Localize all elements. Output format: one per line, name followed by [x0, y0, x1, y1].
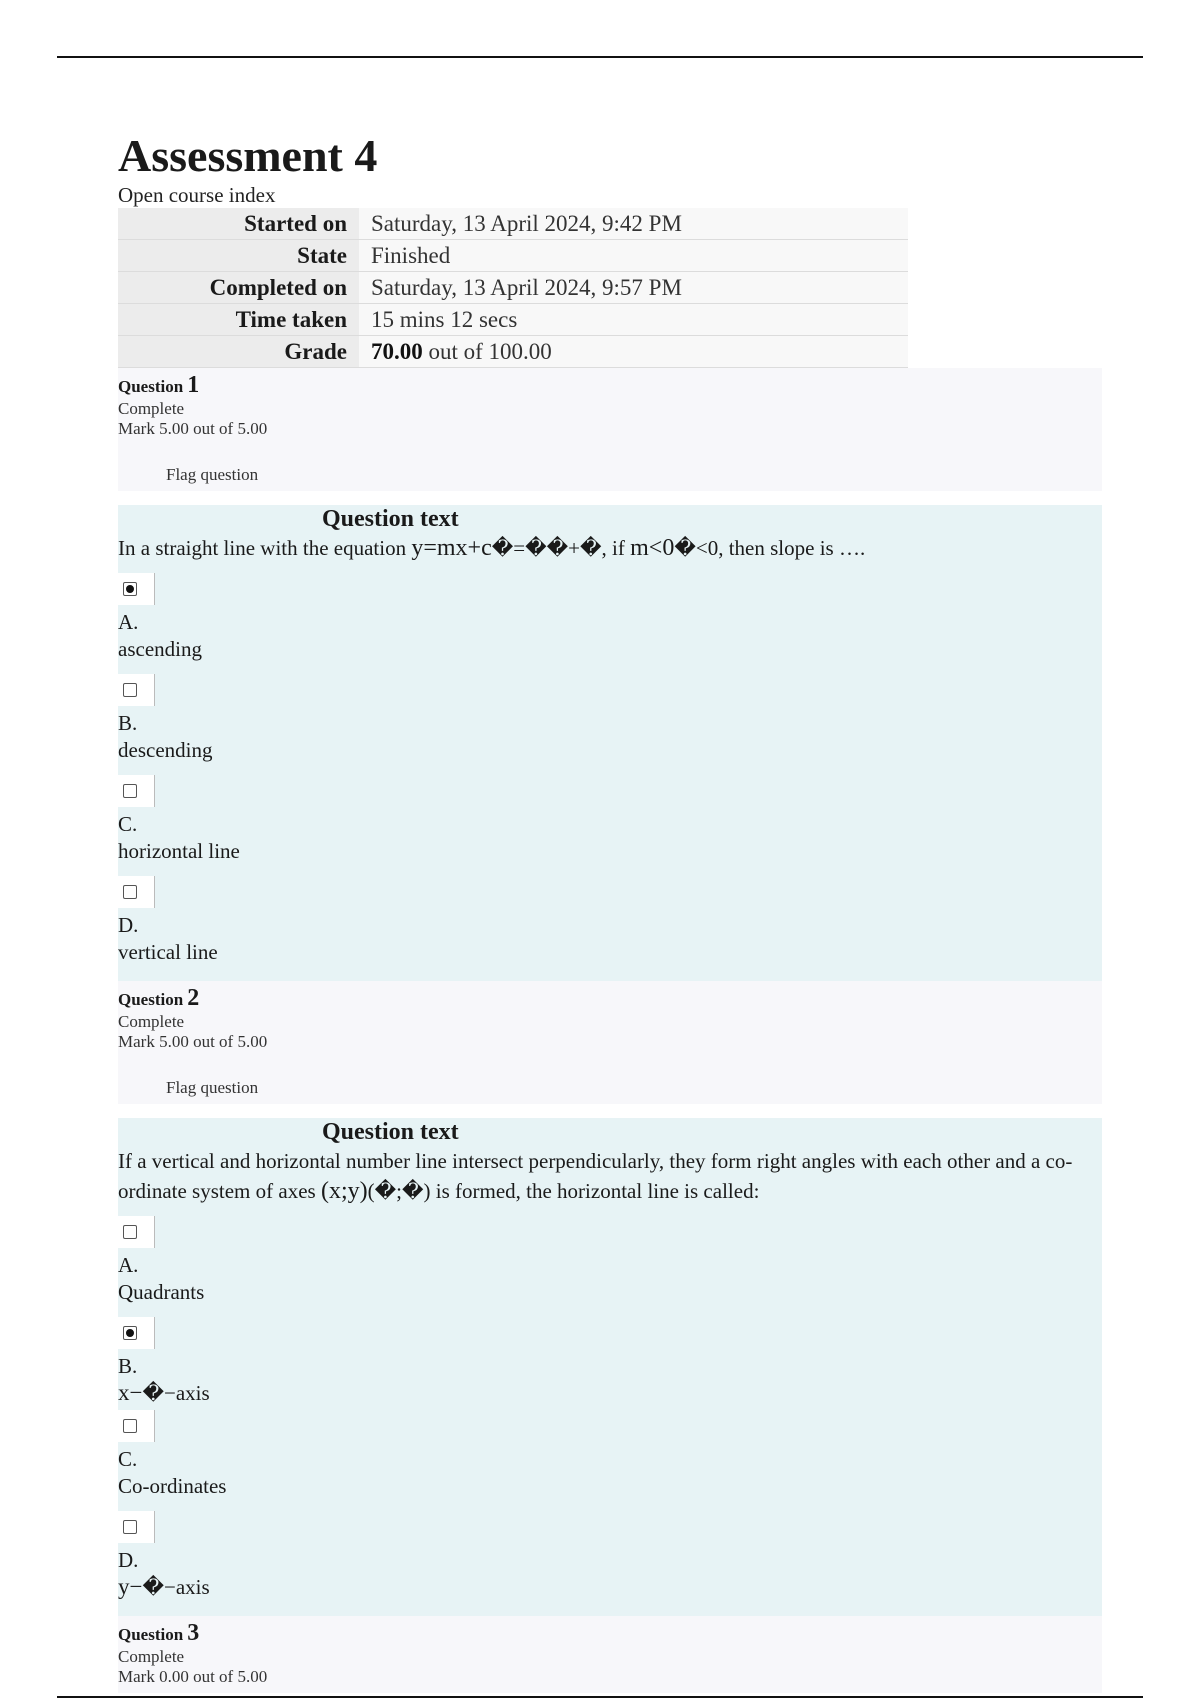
question-text-part: �<0, then slope is ….: [674, 536, 866, 560]
answer-option[interactable]: [118, 674, 1102, 765]
option-text: Co-ordinates: [118, 1474, 227, 1498]
question-3-info: [118, 1616, 1102, 1693]
question-1-info: [118, 368, 1102, 491]
question-mark: Mark 5.00 out of 5.00: [118, 1032, 268, 1051]
question-text: [118, 1146, 1102, 1206]
answer-option[interactable]: [118, 1410, 1102, 1501]
summary-value: Saturday, 13 April 2024, 9:57 PM: [359, 272, 908, 304]
option-letter: C.: [118, 812, 138, 836]
question-text: [118, 533, 1102, 563]
question-number: 2: [187, 985, 200, 1011]
answer-option[interactable]: [118, 1317, 1102, 1408]
radio-button[interactable]: [123, 1520, 137, 1534]
summary-label: Completed on: [118, 272, 359, 304]
option-math: x−: [118, 1380, 143, 1405]
summary-row-state: [118, 240, 908, 272]
answer-option[interactable]: [118, 1511, 1102, 1602]
question-text-part: In a straight line with the equation: [118, 536, 412, 560]
summary-row-completed: [118, 272, 908, 304]
radio-container: [118, 876, 155, 908]
option-letter: A.: [118, 1253, 139, 1277]
summary-label: Grade: [118, 336, 359, 368]
option-text: descending: [118, 738, 213, 762]
question-mark: Mark 0.00 out of 5.00: [118, 1667, 268, 1686]
question-text-heading: Question text: [322, 506, 459, 532]
radio-container: [118, 674, 155, 706]
top-rule: [57, 56, 1143, 58]
question-text-part: (�;�) is formed, the horizontal line is called:: [367, 1179, 760, 1203]
option-text: vertical line: [118, 940, 218, 964]
question-2-info: [118, 981, 1102, 1104]
radio-button[interactable]: [123, 683, 137, 697]
summary-value: [359, 336, 908, 368]
page-title: Assessment 4: [118, 130, 378, 181]
option-letter: A.: [118, 610, 139, 634]
summary-row-started: [118, 208, 908, 240]
answer-option[interactable]: [118, 573, 1102, 664]
answer-option[interactable]: [118, 876, 1102, 967]
summary-label: State: [118, 240, 359, 272]
question-2-body: [118, 1118, 1102, 1616]
summary-label: Time taken: [118, 304, 359, 336]
question-number: 3: [187, 1620, 200, 1646]
option-math: y−: [118, 1574, 143, 1599]
option-text-part: �−axis: [142, 1575, 210, 1599]
question-number: 1: [187, 372, 200, 398]
radio-container: [118, 1511, 155, 1543]
option-text-part: �−axis: [142, 1381, 210, 1405]
option-letter: B.: [118, 711, 138, 735]
radio-container: [118, 1317, 155, 1349]
summary-label: Started on: [118, 208, 359, 240]
question-math: (x;y): [320, 1178, 368, 1204]
answer-option[interactable]: [118, 1216, 1102, 1307]
summary-value: Saturday, 13 April 2024, 9:42 PM: [359, 208, 908, 240]
radio-container: [118, 1216, 155, 1248]
radio-button[interactable]: [123, 1225, 137, 1239]
summary-row-grade: [118, 336, 908, 368]
radio-container: [118, 775, 155, 807]
option-text: [118, 1378, 1102, 1408]
quiz-review: [118, 130, 1102, 1693]
grade-out-of: out of 100.00: [422, 338, 552, 364]
summary-value: Finished: [359, 240, 908, 272]
question-state: Complete: [118, 1647, 185, 1666]
question-label: Question: [118, 377, 184, 396]
radio-button[interactable]: [123, 784, 137, 798]
option-letter: D.: [118, 1548, 139, 1572]
flag-question-link[interactable]: Flag question: [166, 1078, 259, 1097]
question-1-body: [118, 505, 1102, 981]
radio-button-checked[interactable]: [123, 1326, 137, 1340]
attempt-summary-table: [118, 208, 908, 368]
option-text: horizontal line: [118, 839, 240, 863]
option-text: Quadrants: [118, 1280, 205, 1304]
option-letter: B.: [118, 1354, 138, 1378]
radio-button-checked[interactable]: [123, 582, 137, 596]
question-math: m<0: [630, 535, 675, 561]
open-course-index-link[interactable]: Open course index: [118, 183, 276, 207]
radio-container: [118, 573, 155, 605]
grade-score: 70.00: [371, 338, 423, 364]
option-text: ascending: [118, 637, 202, 661]
radio-container: [118, 1410, 155, 1442]
question-text-part: If a vertical and horizontal number line intersect perpendicularly, they form right angles with each other and a co-ordinate system of axes: [118, 1149, 1073, 1203]
bottom-rule: [57, 1696, 1143, 1698]
radio-button[interactable]: [123, 1419, 137, 1433]
question-state: Complete: [118, 1012, 185, 1031]
question-text-heading: Question text: [322, 1119, 459, 1145]
question-mark: Mark 5.00 out of 5.00: [118, 419, 268, 438]
question-label: Question: [118, 1625, 184, 1644]
question-state: Complete: [118, 399, 185, 418]
option-letter: C.: [118, 1447, 138, 1471]
radio-button[interactable]: [123, 885, 137, 899]
summary-value: 15 mins 12 secs: [359, 304, 908, 336]
question-math: y=mx+c: [411, 535, 492, 561]
option-letter: D.: [118, 913, 139, 937]
flag-question-link[interactable]: Flag question: [166, 465, 259, 484]
summary-row-time-taken: [118, 304, 908, 336]
answer-option[interactable]: [118, 775, 1102, 866]
question-label: Question: [118, 990, 184, 1009]
option-text: [118, 1572, 1102, 1602]
question-text-part: �=��+�, if: [491, 536, 631, 560]
